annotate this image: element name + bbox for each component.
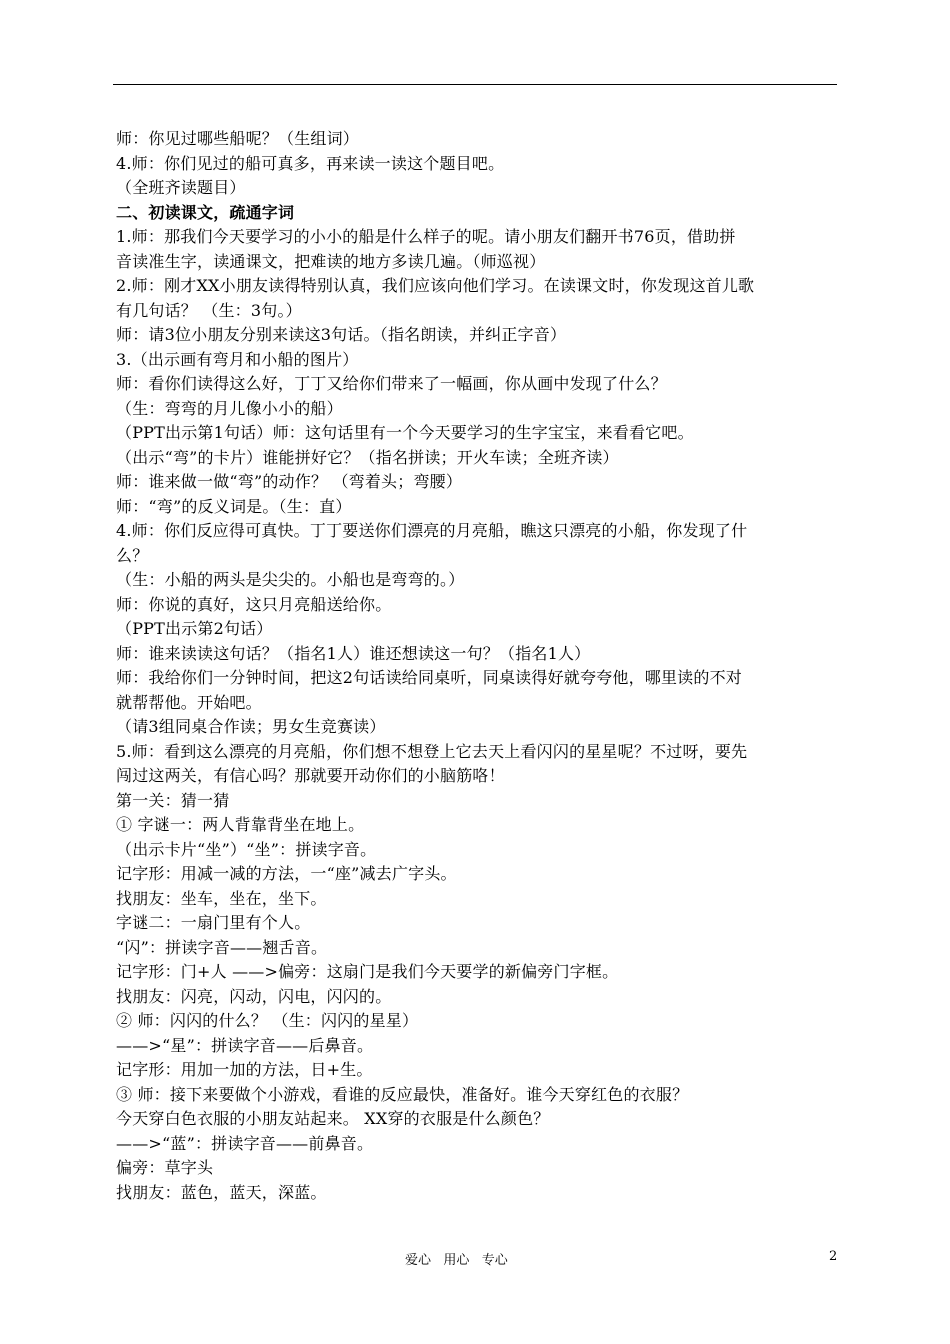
text-line: ② 师：闪闪的什么？ （生：闪闪的星星） — [116, 1011, 419, 1030]
text-line: “闪”：拼读字音——翘舌音。 — [116, 937, 328, 957]
text-line: 5.师：看到这么漂亮的月亮船，你们想不想登上它去天上看闪闪的星星呢？不过呀，要先 — [116, 741, 748, 761]
text-line: 3.（出示画有弯月和小船的图片） — [116, 349, 359, 369]
text-line: 师：“弯”的反义词是。（生：直） — [116, 496, 352, 516]
text-line: 师：你说的真好，这只月亮船送给你。 — [116, 594, 392, 614]
text-line: （全班齐读题目） — [116, 178, 246, 197]
text-line: （PPT出示第2句话） — [116, 619, 273, 638]
header-rule — [113, 84, 837, 85]
text-line: 师：谁来读读这句话？（指名1人）谁还想读这一句？（指名1人） — [116, 643, 591, 663]
text-line: 师：看你们读得这么好，丁丁又给你们带来了一幅画，你从画中发现了什么？ — [116, 374, 667, 393]
text-line: 闯过这两关，有信心吗？那就要开动你们的小脑筋咯！ — [116, 766, 505, 785]
text-line: 么？ — [116, 545, 149, 565]
text-line: 第一关：猜一猜 — [116, 790, 230, 810]
text-line: （PPT出示第1句话）师：这句话里有一个今天要学习的生字宝宝，来看看它吧。 — [116, 423, 694, 442]
text-line: 字谜二：一扇门里有个人。 — [116, 913, 311, 932]
text-line: 找朋友：蓝色，蓝天，深蓝。 — [116, 1182, 327, 1202]
text-line: 音读准生字，读通课文，把难读的地方多读几遍。（师巡视） — [116, 251, 546, 271]
text-line: 今天穿白色衣服的小朋友站起来。 XX穿的衣服是什么颜色？ — [116, 1109, 550, 1128]
text-line: 偏旁：草字头 — [116, 1158, 214, 1177]
text-line: 师：请3位小朋友分别来读这3句话。（指名朗读，并纠正字音） — [116, 325, 567, 344]
text-line: 记字形：用加一加的方法，日+生。 — [116, 1060, 373, 1079]
text-line: ——>“星”：拼读字音——后鼻音。 — [116, 1035, 374, 1055]
section-heading: 二、初读课文，疏通字词 — [116, 202, 295, 222]
text-line: 找朋友：闪亮，闪动，闪电，闪闪的。 — [116, 986, 392, 1006]
text-line: ——>“蓝”：拼读字音——前鼻音。 — [116, 1133, 374, 1153]
text-line: 4.师：你们反应得可真快。丁丁要送你们漂亮的月亮船，瞧这只漂亮的小船，你发现了什 — [116, 521, 748, 540]
text-line: ① 字谜一：两人背靠背坐在地上。 — [116, 815, 365, 834]
text-line: 就帮帮他。开始吧。 — [116, 692, 262, 712]
text-line: （出示“弯”的卡片）谁能拼好它？（指名拼读；开火车读；全班齐读） — [116, 447, 619, 467]
document-body — [116, 127, 838, 1205]
text-line: （请3组同桌合作读；男女生竞赛读） — [116, 717, 386, 736]
text-line: 4.师：你们见过的船可真多，再来读一读这个题目吧。 — [116, 153, 505, 173]
text-line: 找朋友：坐车，坐在，坐下。 — [116, 888, 327, 908]
footer-motto: 爱心 用心 专心 — [405, 1253, 508, 1268]
text-line: 师：你见过哪些船呢？（生组词） — [116, 129, 360, 148]
text-line: 1.师：那我们今天要学习的小小的船是什么样子的呢。请小朋友们翻开书76页，借助拼 — [116, 227, 736, 246]
text-line: 师：谁来做一做“弯”的动作？ （弯着头；弯腰） — [116, 472, 463, 491]
text-line: 有几句话？ （生：3句。） — [116, 300, 302, 320]
text-line: ③ 师：接下来要做个小游戏，看谁的反应最快，准备好。谁今天穿红色的衣服？ — [116, 1084, 689, 1104]
text-line: （出示卡片“坐”）“坐”：拼读字音。 — [116, 839, 377, 859]
text-line: 师：我给你们一分钟时间，把这2句话读给同桌听，同桌读得好就夸夸他，哪里读的不对 — [116, 668, 742, 687]
text-line: （生：弯弯的月儿像小小的船） — [116, 398, 343, 418]
page-number: 2 — [829, 1249, 838, 1264]
text-line: （生：小船的两头是尖尖的。小船也是弯弯的。） — [116, 570, 465, 589]
text-line: 记字形：用减一减的方法，一“座”减去广字头。 — [116, 864, 457, 883]
text-line: 记字形：门+人 ——>偏旁：这扇门是我们今天要学的新偏旁门字框。 — [116, 962, 619, 981]
text-line: 2.师：刚才XX小朋友读得特别认真，我们应该向他们学习。在读课文时，你发现这首儿歌 — [116, 276, 755, 295]
